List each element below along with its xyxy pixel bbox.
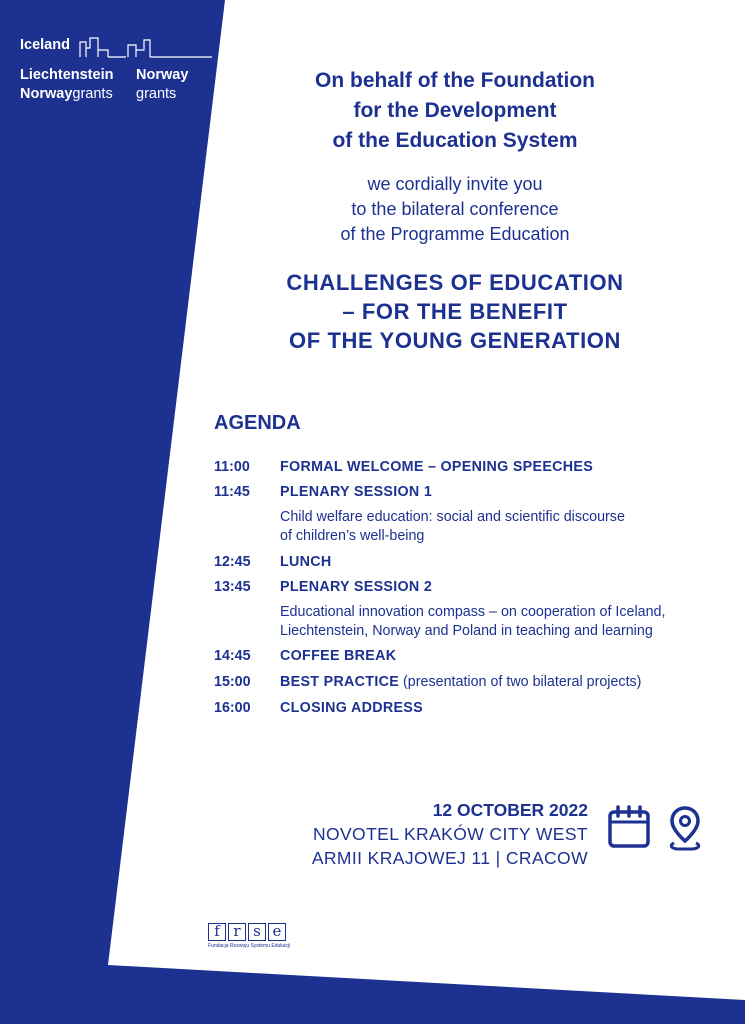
agenda-item	[214, 482, 704, 502]
intro-line: On behalf of the Foundation	[315, 69, 595, 92]
agenda-note: (presentation of two bilateral projects)	[399, 674, 642, 690]
agenda-time: 12:45	[214, 554, 251, 570]
agenda-label: BEST PRACTICE	[280, 674, 400, 690]
event-details	[312, 798, 588, 870]
agenda-label: CLOSING ADDRESS	[280, 700, 423, 716]
agenda-item	[214, 552, 704, 572]
frse-caption: Fundacja Rozwoju Systemu Edukacji	[208, 943, 291, 949]
agenda-time: 15:00	[214, 674, 251, 690]
logo-skyline-graphic	[78, 36, 213, 58]
agenda-item	[214, 646, 704, 666]
frse-letter: r	[228, 923, 246, 941]
foundation-heading	[240, 66, 670, 156]
event-address: ARMII KRAJOWEJ 11 | CRACOW	[311, 848, 588, 868]
agenda-label: PLENARY SESSION 1	[280, 484, 433, 500]
agenda-time: 11:00	[214, 459, 250, 475]
agenda-description-line: of children’s well-being	[280, 528, 425, 544]
frse-letter: e	[268, 923, 286, 941]
agenda-label: LUNCH	[280, 554, 332, 570]
invite-line: to the bilateral conference	[351, 199, 559, 219]
title-line: – FOR THE BENEFIT	[342, 299, 568, 324]
intro-line: of the Education System	[332, 129, 578, 152]
logo-liechtenstein: Liechtenstein	[20, 67, 114, 83]
title-line: CHALLENGES OF EDUCATION	[286, 270, 624, 295]
agenda-item	[214, 457, 704, 477]
agenda-label: PLENARY SESSION 2	[280, 579, 433, 595]
title-line: OF THE YOUNG GENERATION	[288, 328, 621, 353]
invite-line: we cordially invite you	[367, 174, 543, 194]
agenda-item	[214, 672, 704, 692]
logo-grants: grants	[136, 86, 177, 102]
invitation-text	[240, 172, 670, 247]
location-pin-icon	[668, 805, 702, 851]
conference-title	[230, 268, 680, 355]
agenda-label: FORMAL WELCOME – OPENING SPEECHES	[280, 459, 594, 475]
agenda-time: 16:00	[214, 700, 251, 716]
agenda-description	[280, 508, 704, 546]
event-venue: NOVOTEL KRAKÓW CITY WEST	[312, 824, 588, 844]
logo-norway: Norway	[136, 67, 189, 83]
intro-line: for the Development	[353, 99, 557, 122]
calendar-icon	[607, 805, 651, 849]
agenda-item	[214, 698, 704, 718]
frse-letter: s	[248, 923, 266, 941]
logo-norway-grants: Norwaygrants	[20, 86, 113, 102]
agenda-description-line: Educational innovation compass – on cooperation of Iceland,	[280, 604, 666, 620]
frse-letter: f	[208, 923, 226, 941]
agenda-item	[214, 577, 704, 597]
agenda-label: COFFEE BREAK	[280, 648, 397, 664]
agenda-description-line: Liechtenstein, Norway and Poland in teaching and learning	[280, 623, 653, 639]
agenda-description-line: Child welfare education: social and scientific discourse	[280, 509, 625, 525]
frse-letters	[208, 923, 290, 941]
agenda-time: 14:45	[214, 648, 251, 664]
logo-iceland: Iceland	[20, 37, 70, 53]
invite-line: of the Programme Education	[340, 224, 570, 244]
event-date: 12 OCTOBER 2022	[432, 800, 588, 820]
eea-norway-grants-logo	[20, 36, 200, 108]
agenda-list	[214, 457, 704, 718]
agenda-time: 11:45	[214, 484, 250, 500]
agenda-heading: AGENDA	[214, 412, 301, 434]
agenda-description	[280, 603, 704, 641]
agenda-time: 13:45	[214, 579, 251, 595]
frse-logo	[208, 923, 290, 949]
